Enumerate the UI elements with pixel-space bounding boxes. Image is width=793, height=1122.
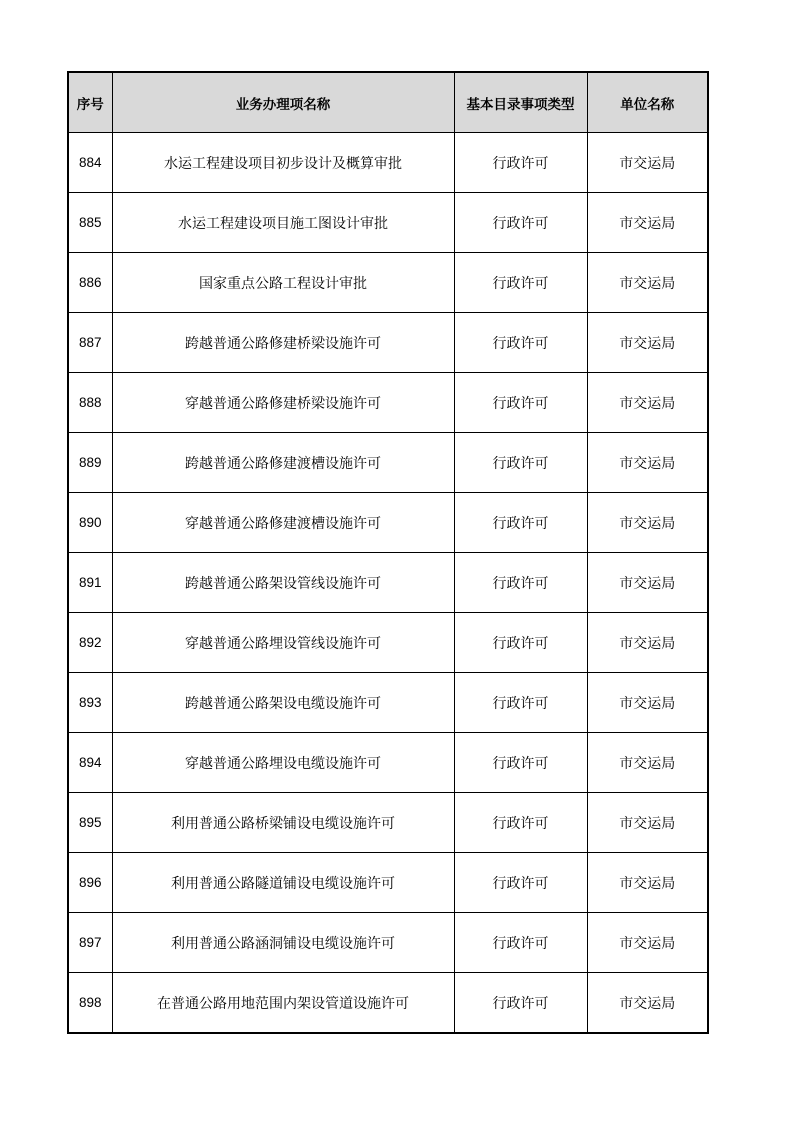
header-item-type: 基本目录事项类型	[454, 72, 587, 133]
cell-item-name: 跨越普通公路架设电缆设施许可	[112, 673, 454, 733]
table-row	[68, 613, 708, 673]
cell-unit-name: 市交运局	[587, 133, 708, 193]
cell-item-name: 跨越普通公路修建桥梁设施许可	[112, 313, 454, 373]
cell-item-name: 国家重点公路工程设计审批	[112, 253, 454, 313]
table-row	[68, 253, 708, 313]
cell-item-name: 穿越普通公路修建渡槽设施许可	[112, 493, 454, 553]
cell-serial-number: 884	[68, 133, 112, 193]
header-item-name: 业务办理项名称	[112, 72, 454, 133]
cell-serial-number: 892	[68, 613, 112, 673]
table-row	[68, 913, 708, 973]
cell-item-type: 行政许可	[454, 373, 587, 433]
cell-item-name: 跨越普通公路架设管线设施许可	[112, 553, 454, 613]
cell-serial-number: 885	[68, 193, 112, 253]
table-header	[68, 72, 708, 133]
cell-item-name: 在普通公路用地范围内架设管道设施许可	[112, 973, 454, 1034]
cell-unit-name: 市交运局	[587, 733, 708, 793]
cell-serial-number: 896	[68, 853, 112, 913]
cell-item-name: 利用普通公路涵洞铺设电缆设施许可	[112, 913, 454, 973]
table-row	[68, 193, 708, 253]
table-row	[68, 973, 708, 1034]
cell-unit-name: 市交运局	[587, 973, 708, 1034]
cell-item-name: 水运工程建设项目初步设计及概算审批	[112, 133, 454, 193]
cell-item-type: 行政许可	[454, 313, 587, 373]
cell-item-type: 行政许可	[454, 733, 587, 793]
cell-unit-name: 市交运局	[587, 373, 708, 433]
cell-item-name: 利用普通公路桥梁铺设电缆设施许可	[112, 793, 454, 853]
cell-item-type: 行政许可	[454, 673, 587, 733]
cell-item-name: 穿越普通公路埋设电缆设施许可	[112, 733, 454, 793]
cell-item-type: 行政许可	[454, 433, 587, 493]
table-row	[68, 433, 708, 493]
header-unit-name: 单位名称	[587, 72, 708, 133]
cell-item-type: 行政许可	[454, 973, 587, 1034]
table-row	[68, 553, 708, 613]
cell-unit-name: 市交运局	[587, 313, 708, 373]
document-table-container	[67, 71, 707, 1034]
service-items-table	[67, 71, 709, 1034]
cell-serial-number: 891	[68, 553, 112, 613]
cell-unit-name: 市交运局	[587, 493, 708, 553]
table-row	[68, 793, 708, 853]
cell-item-name: 跨越普通公路修建渡槽设施许可	[112, 433, 454, 493]
cell-item-type: 行政许可	[454, 913, 587, 973]
cell-item-type: 行政许可	[454, 493, 587, 553]
cell-unit-name: 市交运局	[587, 793, 708, 853]
cell-serial-number: 890	[68, 493, 112, 553]
cell-serial-number: 886	[68, 253, 112, 313]
cell-item-type: 行政许可	[454, 253, 587, 313]
table-row	[68, 373, 708, 433]
cell-unit-name: 市交运局	[587, 613, 708, 673]
cell-serial-number: 889	[68, 433, 112, 493]
table-row	[68, 733, 708, 793]
cell-item-type: 行政许可	[454, 133, 587, 193]
table-row	[68, 493, 708, 553]
cell-unit-name: 市交运局	[587, 433, 708, 493]
table-row	[68, 673, 708, 733]
cell-serial-number: 897	[68, 913, 112, 973]
table-row	[68, 133, 708, 193]
cell-serial-number: 894	[68, 733, 112, 793]
cell-item-type: 行政许可	[454, 853, 587, 913]
cell-unit-name: 市交运局	[587, 913, 708, 973]
cell-item-type: 行政许可	[454, 793, 587, 853]
cell-item-name: 利用普通公路隧道铺设电缆设施许可	[112, 853, 454, 913]
table-row	[68, 853, 708, 913]
cell-item-type: 行政许可	[454, 613, 587, 673]
table-body	[68, 133, 708, 1034]
cell-serial-number: 888	[68, 373, 112, 433]
header-serial-number: 序号	[68, 72, 112, 133]
cell-item-type: 行政许可	[454, 553, 587, 613]
cell-unit-name: 市交运局	[587, 193, 708, 253]
cell-serial-number: 895	[68, 793, 112, 853]
cell-serial-number: 898	[68, 973, 112, 1034]
cell-serial-number: 887	[68, 313, 112, 373]
cell-unit-name: 市交运局	[587, 253, 708, 313]
cell-unit-name: 市交运局	[587, 853, 708, 913]
cell-item-name: 水运工程建设项目施工图设计审批	[112, 193, 454, 253]
cell-item-name: 穿越普通公路修建桥梁设施许可	[112, 373, 454, 433]
cell-item-name: 穿越普通公路埋设管线设施许可	[112, 613, 454, 673]
cell-serial-number: 893	[68, 673, 112, 733]
cell-unit-name: 市交运局	[587, 553, 708, 613]
cell-item-type: 行政许可	[454, 193, 587, 253]
cell-unit-name: 市交运局	[587, 673, 708, 733]
table-row	[68, 313, 708, 373]
header-row	[68, 72, 708, 133]
